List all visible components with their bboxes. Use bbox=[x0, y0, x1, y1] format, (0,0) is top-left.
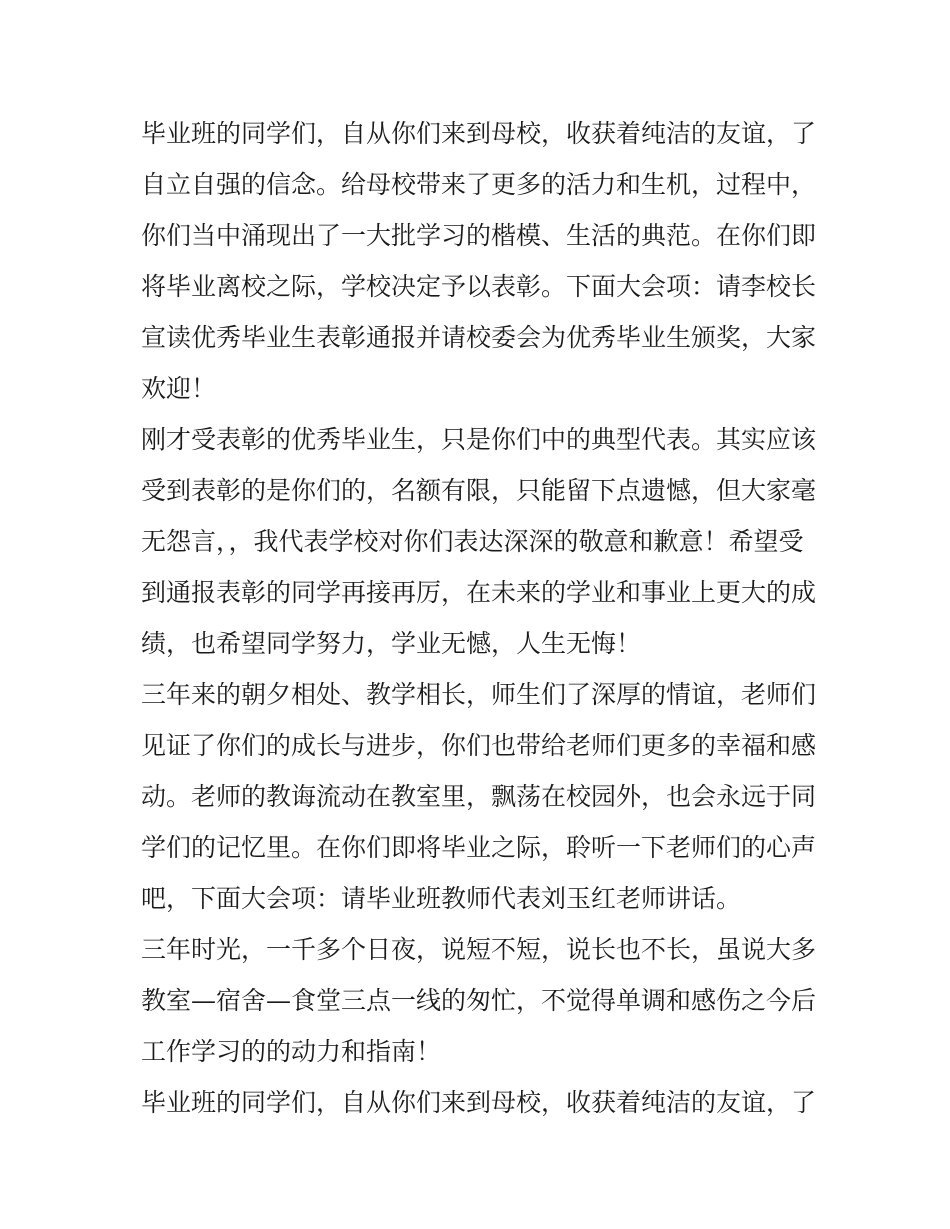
text-line: 教室—宿舍—食堂三点一线的匆忙，不觉得单调和感伤之今后 bbox=[141, 986, 817, 1015]
text-line: 受到表彰的是你们的，名额有限，只能留下点遗憾，但大家毫 bbox=[141, 476, 817, 505]
paragraph-2 bbox=[141, 414, 817, 669]
paragraph-4 bbox=[141, 924, 817, 1077]
text-line: 三年来的朝夕相处、教学相长，师生们了深厚的情谊，老师们 bbox=[141, 680, 817, 709]
paragraph-1 bbox=[141, 108, 817, 414]
text-line: 吧，下面大会项：请毕业班教师代表刘玉红老师讲话。 bbox=[141, 884, 742, 913]
paragraph-5 bbox=[141, 1077, 817, 1128]
text-line: 到通报表彰的同学再接再厉，在未来的学业和事业上更大的成 bbox=[141, 578, 817, 607]
document-body bbox=[141, 108, 817, 1128]
text-line: 无怨言，，我代表学校对你们表达深深的敬意和歉意！希望受 bbox=[141, 527, 804, 556]
text-line: 工作学习的的动力和指南！ bbox=[141, 1037, 442, 1066]
text-line: 动。老师的教诲流动在教室里，飘荡在校园外，也会永远于同 bbox=[141, 782, 817, 811]
text-line: 学们的记忆里。在你们即将毕业之际，聆听一下老师们的心声 bbox=[141, 833, 817, 862]
text-line: 见证了你们的成长与进步，你们也带给老师们更多的幸福和感 bbox=[141, 731, 817, 760]
text-line: 将毕业离校之际，学校决定予以表彰。下面大会项：请李校长 bbox=[141, 272, 817, 301]
paragraph-3 bbox=[141, 669, 817, 924]
text-line: 欢迎！ bbox=[141, 374, 217, 403]
text-line: 宣读优秀毕业生表彰通报并请校委会为优秀毕业生颁奖，大家 bbox=[141, 323, 817, 352]
text-line: 刚才受表彰的优秀毕业生，只是你们中的典型代表。其实应该 bbox=[141, 425, 817, 454]
text-line: 毕业班的同学们，自从你们来到母校，收获着纯洁的友谊，了 bbox=[141, 119, 817, 148]
text-line: 毕业班的同学们，自从你们来到母校，收获着纯洁的友谊，了 bbox=[141, 1088, 817, 1117]
text-line: 绩，也希望同学努力，学业无憾，人生无悔！ bbox=[141, 629, 642, 658]
text-line: 你们当中涌现出了一大批学习的楷模、生活的典范。在你们即 bbox=[141, 221, 817, 250]
text-line: 三年时光，一千多个日夜，说短不短，说长也不长，虽说大多 bbox=[141, 935, 817, 964]
text-line: 自立自强的信念。给母校带来了更多的活力和生机，过程中， bbox=[141, 170, 817, 199]
